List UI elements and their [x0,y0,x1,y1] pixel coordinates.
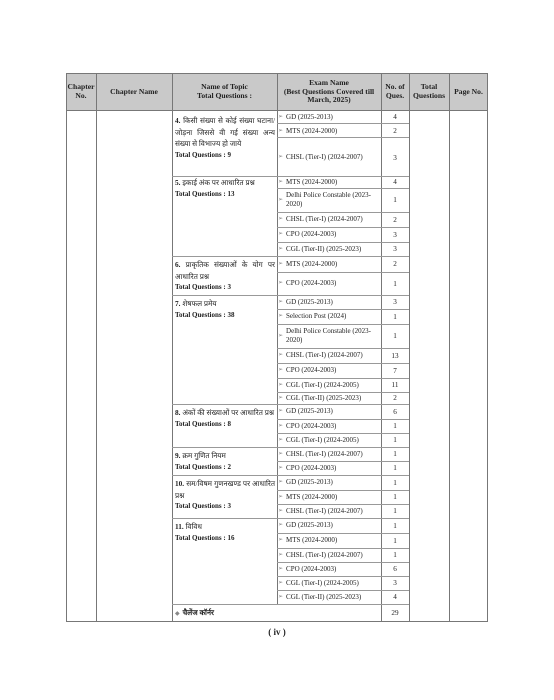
ques-count: 13 [391,351,399,360]
exam-name [278,272,378,295]
arrow-icon: ➢ [278,537,284,543]
exam-label: CGL (Tier-II) (2025-2023) [286,393,362,402]
arrow-icon: ➢ [278,394,284,401]
topic-block: 5. इकाई अंक पर आधारित प्रश्न Total Questions : 13 [175,178,255,198]
exam-name [278,461,378,475]
arrow-icon: ➢ [278,493,284,500]
ques-count: 6 [393,407,397,416]
exam-label: CPO (2024-2003) [286,230,337,238]
ques-count: 1 [393,196,397,204]
ques-count: 1 [393,436,397,444]
exam-label: Delhi Police Constable (2023-2020) [286,327,371,344]
arrow-icon: ➢ [278,464,284,471]
column-divider [96,73,97,622]
exam-name [278,548,378,562]
exam-name [278,378,378,392]
challenge-ques: 29 [391,609,399,617]
column-divider [449,73,450,622]
exam-name [278,447,378,461]
exam-label: MTS (2024-2000) [286,177,338,186]
header-total: Total Questions [412,82,446,100]
exam-row-divider [277,137,409,138]
exam-name [278,295,378,309]
topic-block: 6. प्राकृतिक संख्याओं के योग पर आधारित प्रश्न Total Questions : 3 [175,260,275,291]
exam-label: CPO (2024-2003) [286,564,337,573]
exam-label: GD (2025-2013) [286,407,333,415]
bullet-icon: ◆ [175,611,180,617]
exam-label: GD (2025-2013) [286,297,333,306]
ques-count: 2 [393,260,397,268]
ques-count: 3 [393,298,397,306]
exam-name [278,139,378,176]
arrow-icon: ➢ [278,436,284,443]
exam-label: CGL (Tier-I) (2024-2005) [286,435,359,444]
topic-block: 8. अंकों की संख्याओं पर आधारित प्रश्न Total Questions : 8 [175,408,275,428]
arrow-icon: ➢ [278,127,284,134]
exam-row-divider [277,123,409,124]
exam-label: GD (2025-2013) [286,112,333,121]
exam-label: Selection Post (2024) [286,312,347,320]
exam-label: GD (2025-2013) [286,521,333,529]
ques-count: 1 [393,521,397,530]
page-number: ( iv ) [268,627,286,637]
exam-label: MTS (2024-2000) [286,126,338,135]
exam-name [278,562,378,576]
exam-name [278,111,378,123]
ques-count: 1 [393,312,397,321]
exam-name [278,324,378,348]
exam-name [278,188,378,212]
exam-name [278,433,378,447]
exam-label: Delhi Police Constable (2023-2020) [286,191,371,208]
arrow-icon: ➢ [278,507,284,514]
exam-label: CHSL (Tier-I) (2024-2007) [286,153,363,161]
exam-label: MTS (2024-2000) [286,492,338,501]
exam-label: MTS (2024-2000) [286,536,338,544]
ques-count: 1 [393,493,397,501]
exam-label: CHSL (Tier-I) (2024-2007) [286,351,363,359]
header-topic: Name of Topic Total Questions : [197,82,252,100]
exam-name [278,504,378,518]
arrow-icon: ➢ [278,565,284,572]
arrow-icon: ➢ [278,178,284,185]
exam-name [278,176,378,188]
arrow-icon: ➢ [278,332,284,339]
exam-name [278,404,378,419]
exam-label: CPO (2024-2003) [286,421,337,430]
ques-count: 1 [393,279,397,288]
arrow-icon: ➢ [278,216,284,222]
ques-count: 6 [393,565,397,573]
ques-count: 1 [393,478,397,487]
arrow-icon: ➢ [278,196,284,203]
exam-label: MTS (2024-2000) [286,259,338,268]
column-divider [172,73,173,622]
exam-name [278,419,378,433]
ques-count: 1 [393,507,397,515]
arrow-icon: ➢ [278,479,284,485]
header-chapter-name: Chapter Name [110,86,158,96]
header-exam: Exam Name (Best Questions Covered till March, 2025) [283,77,375,105]
arrow-icon: ➢ [278,367,284,373]
exam-label: CHSL (Tier-I) (2024-2007) [286,550,363,559]
ques-count: 2 [393,394,397,402]
header-chapter-no: Chapter No. [67,82,95,100]
ques-count: 4 [393,113,397,121]
ques-count: 7 [393,366,397,375]
exam-name [278,363,378,378]
arrow-icon: ➢ [278,154,284,160]
exam-label: CPO (2024-2003) [286,463,337,472]
exam-name [278,518,378,533]
exam-label: CGL (Tier-II) (2025-2023) [286,244,362,253]
topic-block: 7. शेषफल प्रमेय Total Questions : 38 [175,299,235,319]
exam-name [278,125,378,137]
exam-name [278,490,378,504]
arrow-icon: ➢ [278,593,284,600]
exam-name [278,227,378,242]
topic-block: 10. सम/विषम गुणनखण्ड पर आधारित प्रश्न Total Questions : 3 [175,479,275,510]
exam-label: CGL (Tier-I) (2024-2005) [286,578,359,587]
exam-row-divider [277,604,409,605]
ques-count: 4 [393,178,397,186]
exam-name [278,309,378,324]
exam-label: CPO (2024-2003) [286,279,337,287]
ques-count: 1 [393,422,397,430]
exam-name [278,348,378,363]
exam-name [278,576,378,590]
ques-count: 1 [393,332,397,340]
exam-label: CHSL (Tier-I) (2024-2007) [286,506,363,515]
arrow-icon: ➢ [278,260,284,267]
arrow-icon: ➢ [278,522,284,528]
arrow-icon: ➢ [278,113,284,120]
ques-count: 1 [393,536,397,545]
topic-block: 9. क्रम गुणित नियम Total Questions : 2 [175,451,231,471]
topic-block: 4. किसी संख्या से कोई संख्या घटाना/जोड़ना जिससे वी गई संख्या अन्य संख्या से विभाज्य हो जाये Total Questions : 9 [175,116,275,159]
arrow-icon: ➢ [278,381,284,388]
ques-count: 1 [393,551,397,559]
header-page: Page No. [454,86,483,96]
exam-name [278,533,378,548]
exam-name [278,475,378,490]
challenge-corner: ◆ चैलेंज कॉर्नर [175,608,214,617]
exam-name [278,256,378,272]
column-divider [409,73,410,622]
ques-count: 1 [393,464,397,472]
ques-count: 3 [393,153,397,162]
exam-label: CHSL (Tier-I) (2024-2007) [286,449,363,458]
arrow-icon: ➢ [278,579,284,586]
arrow-icon: ➢ [278,298,284,305]
exam-name [278,212,378,227]
exam-name [278,242,378,256]
arrow-icon: ➢ [278,245,284,252]
exam-label: CHSL (Tier-I) (2024-2007) [286,215,363,223]
ques-count: 2 [393,127,397,135]
arrow-icon: ➢ [278,450,284,457]
arrow-icon: ➢ [278,408,284,414]
exam-label: CGL (Tier-I) (2024-2005) [286,380,359,389]
ques-count: 2 [393,215,397,224]
arrow-icon: ➢ [278,551,284,558]
ques-count: 1 [393,450,397,458]
arrow-icon: ➢ [278,313,284,319]
ques-count: 11 [391,381,399,389]
ques-count: 3 [393,579,397,587]
arrow-icon: ➢ [278,352,284,358]
ques-count: 3 [393,230,397,239]
exam-label: CGL (Tier-II) (2025-2023) [286,592,362,601]
topic-block: 11. विविध Total Questions : 16 [175,522,235,542]
arrow-icon: ➢ [278,422,284,429]
exam-name [278,590,378,604]
header-ques: No. of Ques. [385,82,405,100]
exam-label: GD (2025-2013) [286,478,333,486]
exam-label: CPO (2024-2003) [286,366,337,374]
arrow-icon: ➢ [278,280,284,286]
exam-name [278,392,378,404]
ques-count: 4 [393,593,397,601]
arrow-icon: ➢ [278,231,284,237]
ques-count: 3 [393,245,397,253]
